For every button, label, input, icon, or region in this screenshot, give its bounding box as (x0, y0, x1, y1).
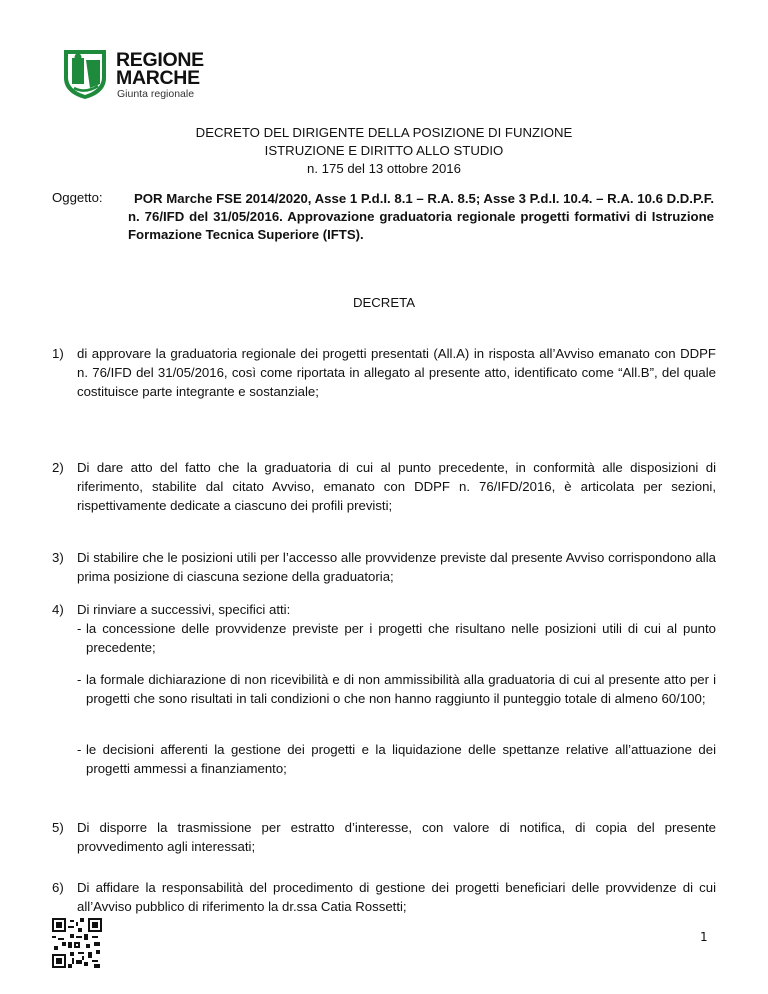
logo-title-line1: REGIONE (116, 49, 204, 71)
sub-item-text: la concessione delle provvidenze previste per i progetti che risultano nelle posizioni utili di cui al punto precedente; (86, 621, 716, 655)
item-text: Di stabilire che le posizioni utili per l’accesso alle provvidenze previste dal presente Avviso corrispondono alla prima posizione di ciascuna sezione della graduatoria; (77, 550, 716, 584)
qr-code-icon (52, 918, 102, 968)
sub-item-1 (77, 619, 716, 657)
item-number: 6) (52, 880, 64, 895)
logo-subtitle: Giunta regionale (117, 88, 195, 100)
regione-marche-logo (60, 48, 220, 104)
item-number: 3) (52, 550, 64, 565)
sub-item-text: la formale dichiarazione di non ricevibilità e di non ammissibilità alla graduatoria di cui al presente atto per i progetti che sono risultati in tali condizioni o che non hanno raggiunto il punteggio totale di almeno 60/100; (86, 672, 716, 706)
item-text: Di disporre la trasmissione per estratto d’interesse, con valore di notifica, di copia del presente provvedimento agli interessati; (77, 820, 716, 854)
decree-item-3 (52, 548, 716, 586)
logo-title-line2: MARCHE (116, 67, 200, 89)
item-text: di approvare la graduatoria regionale dei progetti presentati (All.A) in risposta all’Avviso emanato con DDPF n. 76/IFD del 31/05/2016, così come riportata in allegato al presente atto, identificato come “All.B”, del quale costituisce parte integrante e sostanziale; (77, 346, 716, 399)
decree-item-1 (52, 344, 716, 401)
item-number: 5) (52, 820, 64, 835)
sub-item-dash: - (77, 621, 82, 636)
heading-line-3: n. 175 del 13 ottobre 2016 (307, 161, 461, 176)
decree-item-2 (52, 458, 716, 515)
decree-item-4 (52, 600, 716, 619)
heading-line-2: ISTRUZIONE E DIRITTO ALLO STUDIO (264, 143, 504, 158)
decreta-title: DECRETA (352, 295, 416, 310)
oggetto-text: POR Marche FSE 2014/2020, Asse 1 P.d.I. 8.1 – R.A. 8.5; Asse 3 P.d.I. 10.4. – R.A. 10.6 D.D.P.F. n. 76/IFD del 31/05/2016. Approvazione graduatoria regionale progetti formativi di Istruzione Formazione Tecnica Superiore (IFTS). (128, 191, 714, 242)
item-number: 4) (52, 602, 64, 617)
item-text: Di affidare la responsabilità del procedimento di gestione dei progetti beneficiari delle provvidenze di cui all’Avviso pubblico di riferimento la dr.ssa Catia Rossetti; (77, 880, 716, 914)
item-number: 1) (52, 346, 64, 361)
sub-item-text: le decisioni afferenti la gestione dei progetti e la liquidazione delle spettanze relative all’attuazione dei progetti ammessi a finanziamento; (86, 742, 716, 776)
heading-line-1: DECRETO DEL DIRIGENTE DELLA POSIZIONE DI FUNZIONE (195, 125, 573, 140)
oggetto-label: Oggetto: (52, 190, 103, 205)
item-text: Di rinviare a successivi, specifici atti: (77, 602, 291, 617)
regione-marche-emblem-icon (60, 48, 110, 100)
sub-item-dash: - (77, 742, 82, 757)
sub-item-3 (77, 740, 716, 778)
sub-item-2 (77, 670, 716, 708)
item-text: Di dare atto del fatto che la graduatoria di cui al punto precedente, in conformità alle disposizioni di riferimento, stabilite dal citato Avviso, emanato con DDPF n. 76/IFD/2016, è articolata per sezioni, rispettivamente dedicate a ciascuno dei profili previsti; (77, 460, 716, 513)
sub-item-dash: - (77, 672, 82, 687)
item-number: 2) (52, 460, 64, 475)
decree-item-5 (52, 818, 716, 856)
decree-item-6 (52, 878, 716, 916)
page-number: 1 (700, 930, 708, 944)
